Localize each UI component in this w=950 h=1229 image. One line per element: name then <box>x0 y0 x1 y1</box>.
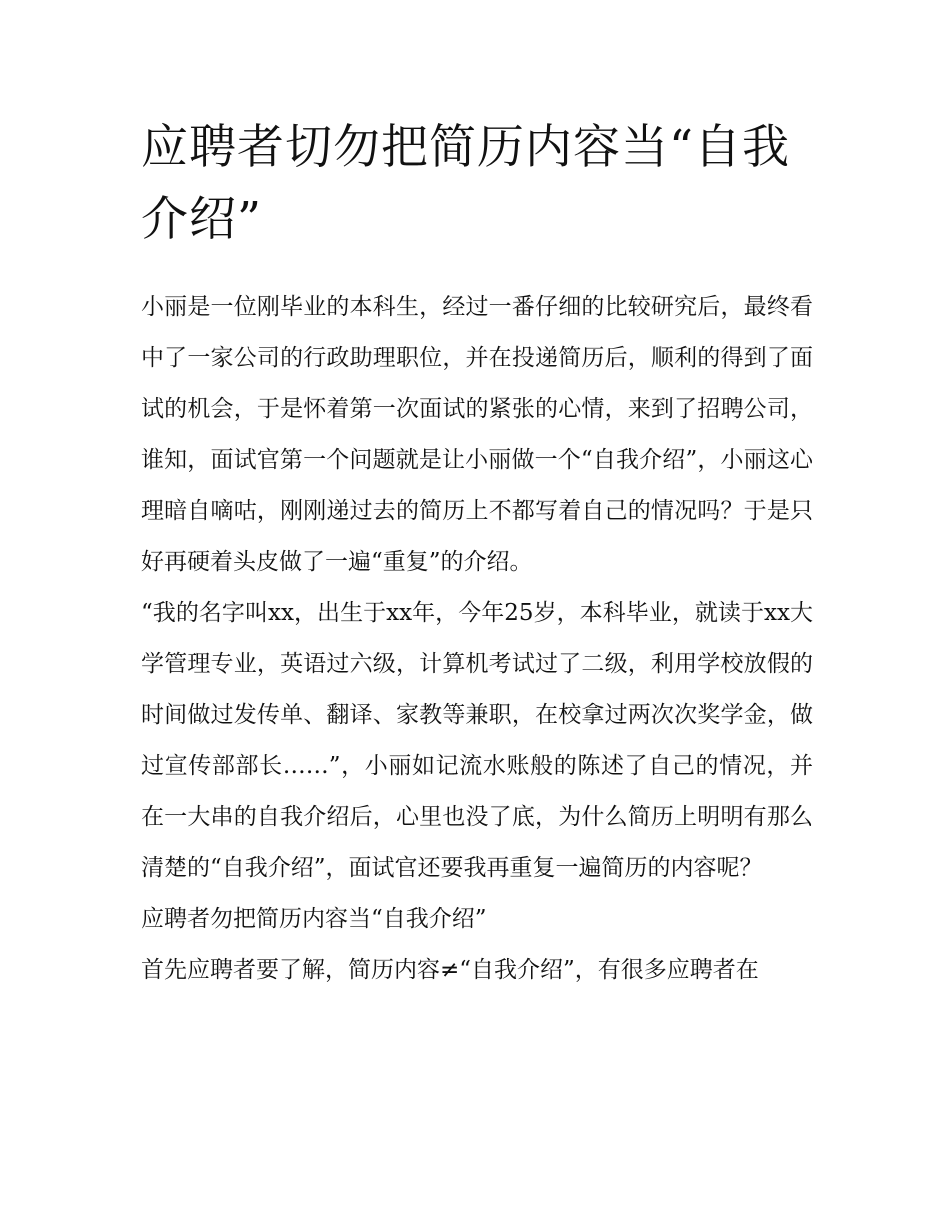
paragraph-self-introduction-quote: “我的名字叫xx，出生于xx年，今年25岁，本科毕业，就读于xx大学管理专业，英语过六级，计算机考试过了二级，利用学校放假的时间做过发传单、翻译、家教等兼职，在校拿过两次次奖学金，做过宣传部部长……”，小丽如记流水账般的陈述了自己的情况，并在一大串的自我介绍后，心里也没了底，为什么简历上明明有那么清楚的“自我介绍”，面试官还要我再重复一遍简历的内容呢？ <box>141 600 813 881</box>
paragraph-intro-story: 小丽是一位刚毕业的本科生，经过一番仔细的比较研究后，最终看中了一家公司的行政助理职位，并在投递简历后，顺利的得到了面试的机会，于是怀着第一次面试的紧张的心情，来到了招聘公司，谁知，面试官第一个问题就是让小丽做一个“自我介绍”，小丽这心理暗自嘀咕，刚刚递过去的简历上不都写着自己的情况吗？于是只好再硬着头皮做了一遍“重复”的介绍。 <box>141 294 813 575</box>
paragraph-advice: 首先应聘者要了解，简历内容≠“自我介绍”，有很多应聘者在 <box>141 957 759 983</box>
document-body <box>141 112 813 996</box>
document-title: 应聘者切勿把简历内容当“自我介绍” <box>141 120 791 247</box>
section-heading: 应聘者勿把简历内容当“自我介绍” <box>141 906 487 932</box>
